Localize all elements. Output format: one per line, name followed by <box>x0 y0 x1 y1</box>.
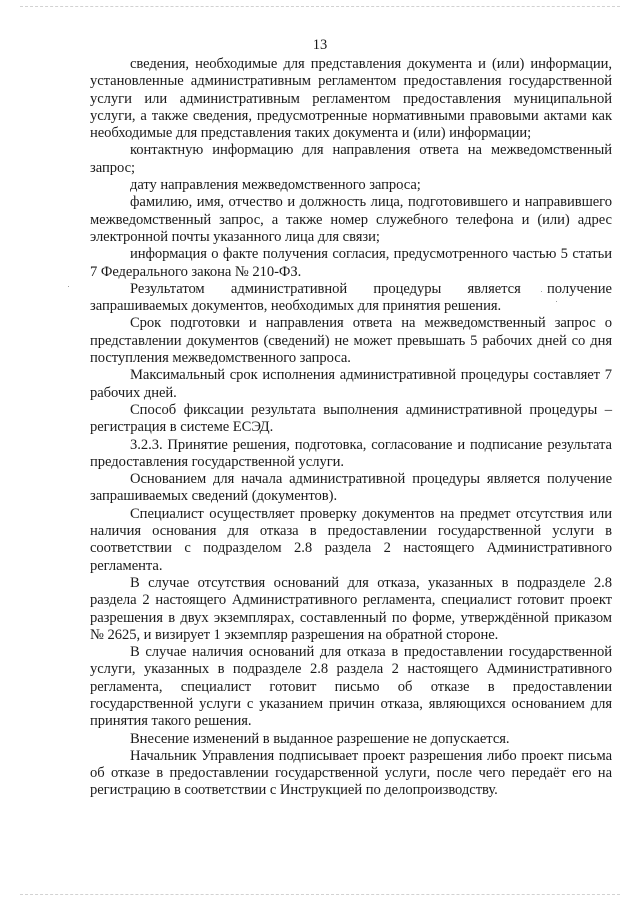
document-body <box>90 56 612 800</box>
paragraph-procedure-basis: Основанием для начала административной процедуры является получение запрашиваемых сведений (документов). <box>90 471 612 505</box>
scan-speck <box>68 286 69 287</box>
paragraph-request-info: сведения, необходимые для представления документа и (или) информации, установленные административным регламентом предоставления государственной услуги или административным регламентом предоставления муниципальной услуги, а также сведения, предусмотренные нормативными правовыми актами как необходимые для представления таких документа и (или) информации; <box>90 56 612 142</box>
paragraph-no-amendments: Внесение изменений в выданное разрешение не допускается. <box>130 730 510 747</box>
scan-edge-bottom <box>20 894 620 895</box>
paragraph-responsible-person: фамилию, имя, отчество и должность лица, подготовившего и направившего межведомственный запрос, а также номер служебного телефона и (или) адрес электронной почты указанного лица для связи; <box>90 194 612 245</box>
paragraph-contact-info: контактную информацию для направления ответа на межведомственный запрос; <box>90 142 612 176</box>
paragraph-section-3-2-3: 3.2.3. Принятие решения, подготовка, согласование и подписание результата предоставления государственной услуги. <box>90 436 612 470</box>
paragraph-document-check: Специалист осуществляет проверку документов на предмет отсутствия или наличия основания для отказа в предоставлении государственной услуги в соответствии с подразделом 2.8 раздела 2 настоящего Административного регламента. <box>90 505 612 574</box>
paragraph-request-date: дату направления межведомственного запроса; <box>130 177 421 194</box>
paragraph-head-signs: Начальник Управления подписывает проект разрешения либо проект письма об отказе в предоставлении государственной услуги, после чего передаёт его на регистрацию в соответствии с Инструкцией по делопроизводству. <box>90 747 612 799</box>
paragraph-response-deadline: Срок подготовки и направления ответа на межведомственный запрос о представлении документов (сведений) не может превышать 5 рабочих дней со дня поступления межведомственного запроса. <box>90 315 612 367</box>
paragraph-grounds-for-refusal: В случае наличия оснований для отказа в предоставлении государственной услуги, указанных в подразделе 2.8 раздела 2 настоящего Административного регламента, специалист готовит письмо об отказе в предоставлении государственной услуги с указанием причин отказа, являющихся основанием для принятия такого решения. <box>90 644 612 730</box>
scan-edge-top <box>20 6 620 7</box>
paragraph-consent-info: информация о факте получения согласия, предусмотренного частью 5 статьи 7 Федерального закона № 210-ФЗ. <box>90 246 612 280</box>
page-number: 13 <box>312 37 328 53</box>
paragraph-registration-method: Способ фиксации результата выполнения административной процедуры – регистрация в системе ЕСЭД. <box>90 401 612 436</box>
paragraph-procedure-result: Результатом административной процедуры является получение запрашиваемых документов, необходимых для принятия решения. <box>90 280 612 315</box>
paragraph-max-duration: Максимальный срок исполнения административной процедуры составляет 7 рабочих дней. <box>90 367 612 401</box>
paragraph-no-grounds-for-refusal: В случае отсутствия оснований для отказа, указанных в подразделе 2.8 раздела 2 настоящего Административного регламента, специалист готовит проект разрешения в двух экземплярах, составленный по форме, утверждённой приказом № 2625, и визирует 1 экземпляр разрешения на обратной стороне. <box>90 574 612 643</box>
